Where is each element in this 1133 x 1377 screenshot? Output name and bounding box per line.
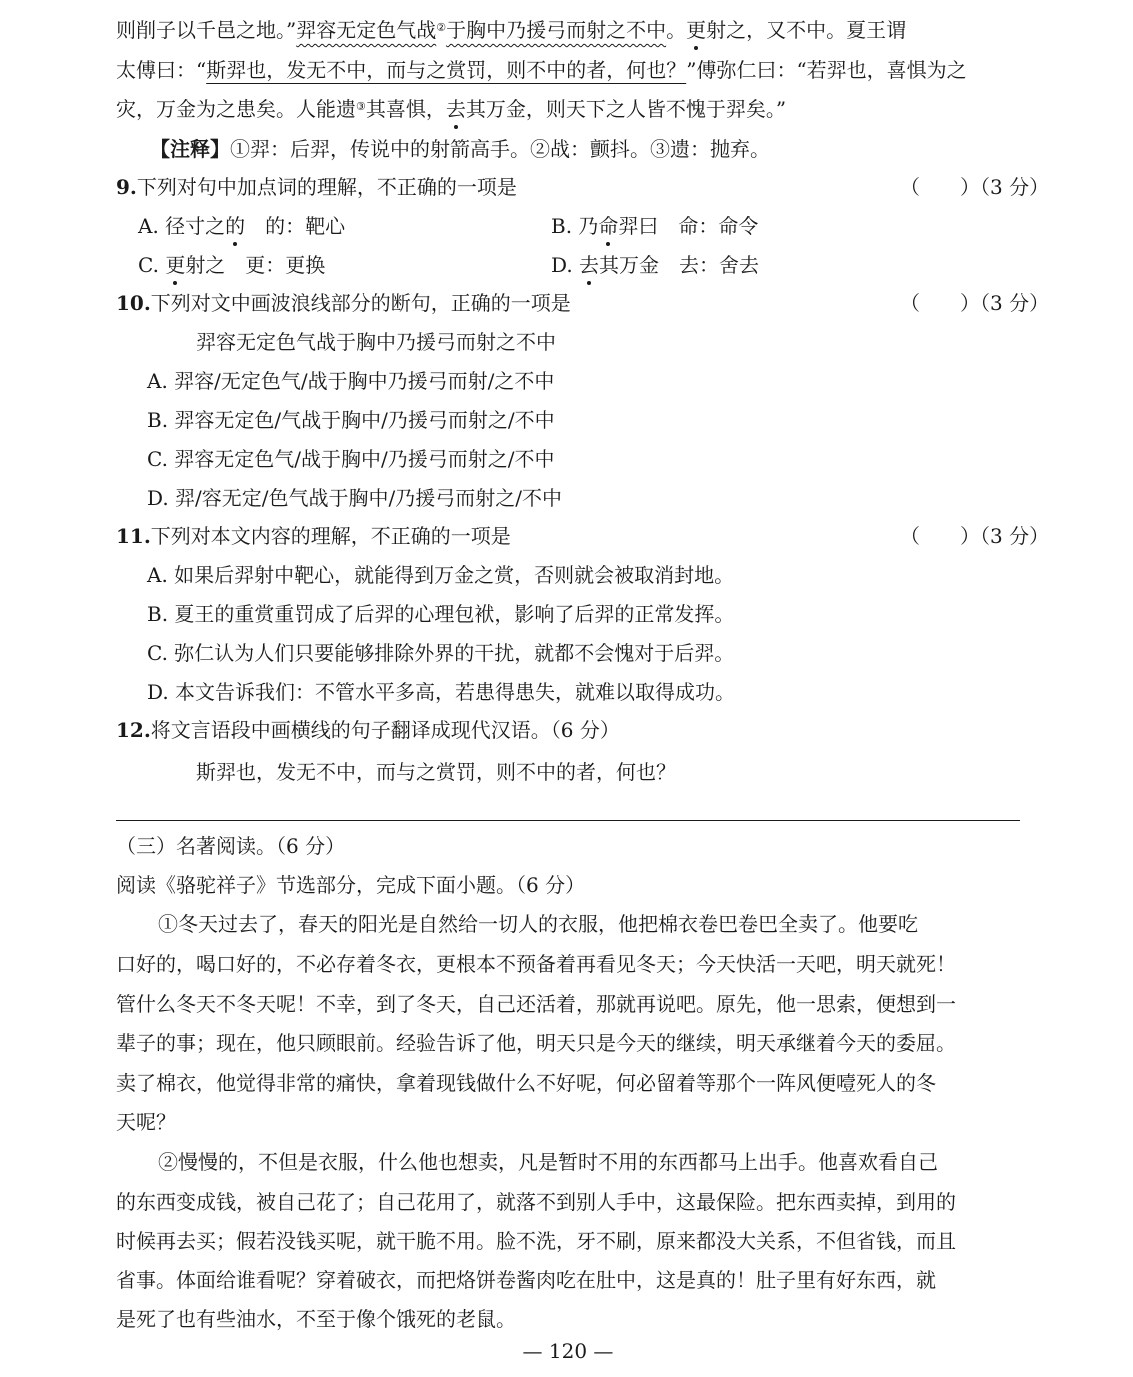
passage-text: 射之，又不中。夏王谓 bbox=[706, 18, 907, 42]
question-12 bbox=[116, 716, 620, 744]
paragraph-1-line: 天呢？ bbox=[116, 1110, 176, 1134]
paragraph-1-line: 卖了棉衣，他觉得非常的痛快，拿着现钱做什么不好呢，何必留着等那个一阵风便噎死人的冬 bbox=[116, 1071, 936, 1095]
paragraph-2-line: ②慢慢的，不但是衣服，什么他也想卖，凡是暂时不用的东西都马上出手。他喜欢看自己 bbox=[158, 1150, 938, 1174]
question-text: 将文言语段中画横线的句子翻译成现代汉语。（6 分） bbox=[150, 718, 620, 742]
paragraph-2-line: 的东西变成钱，被自己花了；自己花用了，就落不到别人手中，这最保险。把东西卖掉，到用的 bbox=[116, 1190, 956, 1214]
paragraph-1-line: 口好的，喝口好的，不必存着冬衣，更根本不预备着再看见冬天；今天快活一天吧，明天就死！ bbox=[116, 952, 956, 976]
option-text: 其万金 去：舍去 bbox=[599, 253, 760, 277]
q9-option-b bbox=[551, 212, 758, 240]
question-number: 11. bbox=[116, 524, 151, 548]
question-text: 下列对文中画波浪线部分的断句，正确的一项是 bbox=[150, 291, 571, 315]
q9-option-c bbox=[138, 251, 325, 279]
dotted-word: 命 bbox=[598, 214, 619, 238]
dotted-word: 的 bbox=[225, 214, 246, 238]
passage-text: ”傅弥仁曰：“若羿也，喜惧为之 bbox=[686, 58, 967, 82]
option-text: B. 乃 bbox=[551, 214, 599, 238]
option-text: A. 径寸之 bbox=[138, 214, 226, 238]
q11-option-d: D. 本文告诉我们：不管水平多高，若患得患失，就难以取得成功。 bbox=[147, 680, 736, 704]
passage-text: 。 bbox=[666, 18, 687, 42]
q11-option-c: C. 弥仁认为人们只要能够排除外界的干扰，就都不会愧对于后羿。 bbox=[147, 641, 735, 665]
dotted-word: 去 bbox=[579, 253, 600, 277]
question-number: 12. bbox=[116, 718, 151, 742]
passage-text: 则削子以千邑之地。” bbox=[116, 18, 297, 42]
q10-option-b: B. 羿容无定色/气战于胸中/乃援弓而射之/不中 bbox=[147, 408, 555, 432]
passage-text: 其喜惧， bbox=[365, 97, 446, 121]
wavy-underlined-text: 于胸中乃援弓而射之不中 bbox=[446, 18, 667, 42]
q10-option-c: C. 羿容无定色气/战于胸中/乃援弓而射之/不中 bbox=[147, 447, 555, 471]
annotation-note bbox=[150, 135, 770, 163]
passage-line-3 bbox=[116, 95, 786, 123]
option-text: C. bbox=[138, 253, 166, 277]
dotted-word: 去 bbox=[445, 97, 466, 121]
q11-option-a: A. 如果后羿射中靶心，就能得到万金之赏，否则就会被取消封地。 bbox=[147, 563, 735, 587]
q10-sentence: 羿容无定色气战于胸中乃援弓而射之不中 bbox=[196, 330, 556, 354]
dotted-word: 更 bbox=[165, 253, 186, 277]
paragraph-1-line: ①冬天过去了，春天的阳光是自然给一切人的衣服，他把棉衣卷巴卷巴全卖了。他要吃 bbox=[158, 912, 918, 936]
question-11-score: （ ）（3 分） bbox=[900, 524, 1050, 548]
question-9-score: （ ）（3 分） bbox=[900, 175, 1050, 199]
question-10-score: （ ）（3 分） bbox=[900, 291, 1050, 315]
passage-text: 灾，万金为之患矣。人能遗 bbox=[116, 97, 356, 121]
paragraph-2-line: 时候再去买；假若没钱买呢，就干脆不用。脸不洗，牙不刷，原来都没大关系，不但省钱，而且 bbox=[116, 1229, 956, 1253]
footnote-mark: ③ bbox=[356, 100, 366, 113]
answer-line[interactable] bbox=[116, 820, 1020, 821]
option-text: 羿曰 命：命令 bbox=[618, 214, 759, 238]
passage-text: 太傅曰：“ bbox=[116, 58, 207, 82]
paragraph-2-line: 省事。体面给谁看呢？穿着破衣，而把烙饼卷酱肉吃在肚中，这是真的！肚子里有好东西，就 bbox=[116, 1268, 936, 1292]
question-text: 下列对句中加点词的理解，不正确的一项是 bbox=[136, 175, 517, 199]
dotted-word: 更 bbox=[686, 18, 707, 42]
option-text: 射之 更：更换 bbox=[185, 253, 326, 277]
q12-sentence: 斯羿也，发无不中，而与之赏罚，则不中的者，何也？ bbox=[196, 760, 676, 784]
paragraph-2-line: 是死了也有些油水，不至于像个饿死的老鼠。 bbox=[116, 1307, 516, 1331]
footnote-mark: ② bbox=[436, 21, 447, 34]
wavy-underlined-text: 羿容无定色气战 bbox=[296, 18, 437, 42]
question-number: 10. bbox=[116, 291, 151, 315]
passage-line-1 bbox=[116, 16, 906, 44]
underlined-sentence: 斯羿也，发无不中，而与之赏罚，则不中的者，何也？ bbox=[206, 58, 687, 82]
q9-option-a bbox=[138, 212, 345, 240]
question-11 bbox=[116, 522, 511, 550]
question-text: 下列对本文内容的理解，不正确的一项是 bbox=[150, 524, 511, 548]
paragraph-1-line: 辈子的事；现在，他只顾眼前。经验告诉了他，明天只是今天的继续，明天承继着今天的委屈。 bbox=[116, 1031, 956, 1055]
passage-text: 其万金，则天下之人皆不愧于羿矣。” bbox=[465, 97, 787, 121]
option-text: 的：靶心 bbox=[245, 214, 346, 238]
section-3-title: （三）名著阅读。（6 分） bbox=[116, 834, 346, 858]
question-9 bbox=[116, 173, 517, 201]
note-text: ①羿：后羿，传说中的射箭高手。②战：颤抖。③遗：抛弃。 bbox=[230, 137, 770, 161]
option-text: D. bbox=[551, 253, 580, 277]
q10-option-a: A. 羿容/无定色气/战于胸中乃援弓而射/之不中 bbox=[147, 369, 555, 393]
q9-option-d bbox=[551, 251, 759, 279]
paragraph-1-line: 管什么冬天不冬天呢！不幸，到了冬天，自己还活着，那就再说吧。原先，他一思索，便想到一 bbox=[116, 992, 956, 1016]
section-3-intro: 阅读《骆驼祥子》节选部分，完成下面小题。（6 分） bbox=[116, 873, 586, 897]
q10-option-d: D. 羿/容无定/色气战于胸中/乃援弓而射之/不中 bbox=[147, 486, 562, 510]
note-label: 【注释】 bbox=[150, 137, 230, 161]
q11-option-b: B. 夏王的重赏重罚成了后羿的心理包袱，影响了后羿的正常发挥。 bbox=[147, 602, 735, 626]
passage-line-2 bbox=[116, 56, 967, 84]
page-number: — 120 — bbox=[522, 1339, 614, 1363]
question-number: 9. bbox=[116, 175, 137, 199]
question-10 bbox=[116, 289, 571, 317]
